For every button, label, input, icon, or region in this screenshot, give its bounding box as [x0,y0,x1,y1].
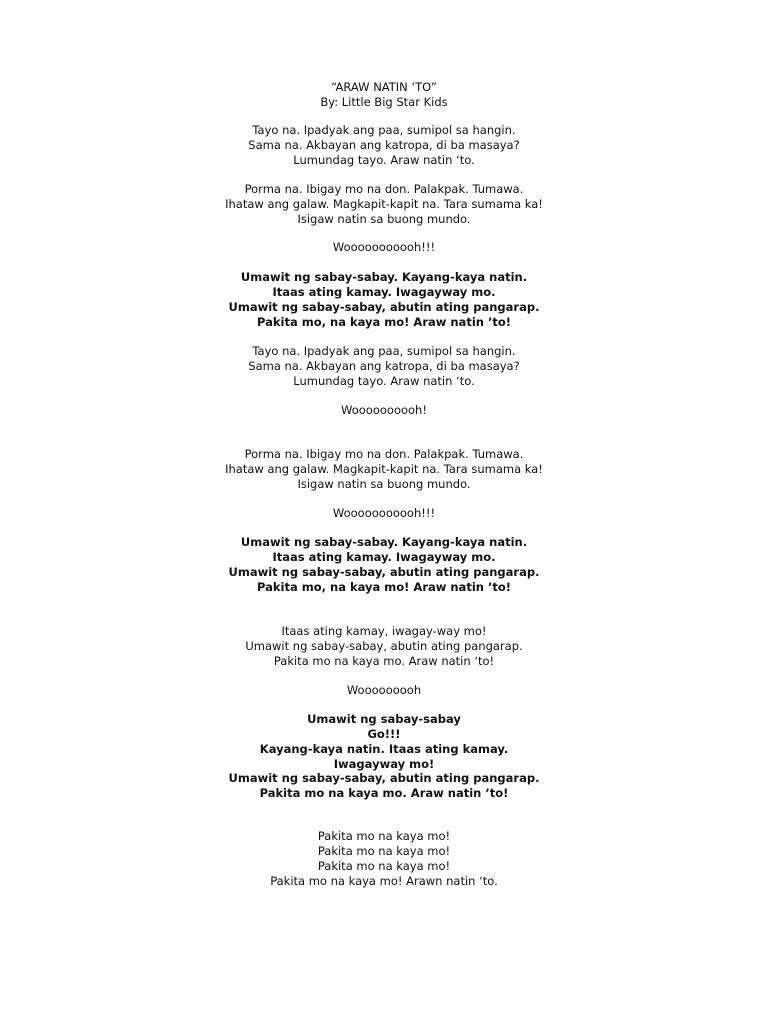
chorus-line: Umawit ng sabay-sabay [307,712,461,726]
chorus-line: Go!!! [367,727,401,741]
lyric-line: Pakita mo na kaya mo! [317,829,451,843]
lyric-line: Porma na. Ibigay mo na don. Palakpak. Tumawa. [244,182,524,196]
chorus-line: Kayang-kaya natin. Itaas ating kamay. [259,742,509,756]
lyric-line: Isigaw natin sa buong mundo. [297,212,471,226]
lyric-line: Woooooooooh! [341,403,427,417]
chorus-line: Pakita mo na kaya mo. Araw natin ’to! [259,786,509,800]
lyric-line: Sama na. Akbayan ang katropa, di ba masaya? [248,359,520,373]
chorus-line: Pakita mo, na kaya mo! Araw natin ’to! [257,580,511,594]
lyric-line: Porma na. Ibigay mo na don. Palakpak. Tumawa. [244,447,524,461]
lyric-line: Pakita mo na kaya mo. Araw natin ‘to! [273,654,495,668]
lyric-line: Tayo na. Ipadyak ang paa, sumipol sa hangin. [252,344,516,358]
chorus-line: Itaas ating kamay. Iwagayway mo. [272,550,496,564]
chorus-line: Umawit ng sabay-sabay, abutin ating pangarap. [228,771,540,785]
chorus-line: Iwagayway mo! [333,757,435,771]
lyric-line: Wooooooooh [346,683,422,697]
lyric-line: Ihataw ang galaw. Magkapit-kapit na. Tara sumama ka! [225,462,543,476]
chorus-line: Umawit ng sabay-sabay. Kayang-kaya natin. [240,270,528,284]
lyric-line: Tayo na. Ipadyak ang paa, sumipol sa hangin. [252,123,516,137]
lyric-line: Sama na. Akbayan ang katropa, di ba masaya? [248,138,520,152]
lyric-line: Itaas ating kamay, iwagay-way mo! [281,624,487,638]
lyric-line: Wooooooooooh!!! [332,240,436,254]
song-title: “ARAW NATIN ‘TO” [331,80,437,94]
chorus-line: Itaas ating kamay. Iwagayway mo. [272,285,496,299]
lyric-line: Umawit ng sabay-sabay, abutin ating pangarap. [245,639,523,653]
lyric-line: Wooooooooooh!!! [332,506,436,520]
lyric-line: Pakita mo na kaya mo! Arawn natin ‘to. [270,874,498,888]
lyric-line: Ihataw ang galaw. Magkapit-kapit na. Tara sumama ka! [225,197,543,211]
lyric-line: Lumundag tayo. Araw natin ‘to. [293,153,475,167]
chorus-line: Umawit ng sabay-sabay, abutin ating pangarap. [228,565,540,579]
lyric-line: Lumundag tayo. Araw natin ‘to. [293,374,475,388]
chorus-line: Pakita mo, na kaya mo! Araw natin ’to! [257,315,511,329]
chorus-line: Umawit ng sabay-sabay, abutin ating pangarap. [228,300,540,314]
chorus-line: Umawit ng sabay-sabay. Kayang-kaya natin. [240,535,528,549]
song-byline: By: Little Big Star Kids [320,95,448,109]
lyric-line: Pakita mo na kaya mo! [317,844,451,858]
lyric-line: Isigaw natin sa buong mundo. [297,477,471,491]
lyric-line: Pakita mo na kaya mo! [317,859,451,873]
